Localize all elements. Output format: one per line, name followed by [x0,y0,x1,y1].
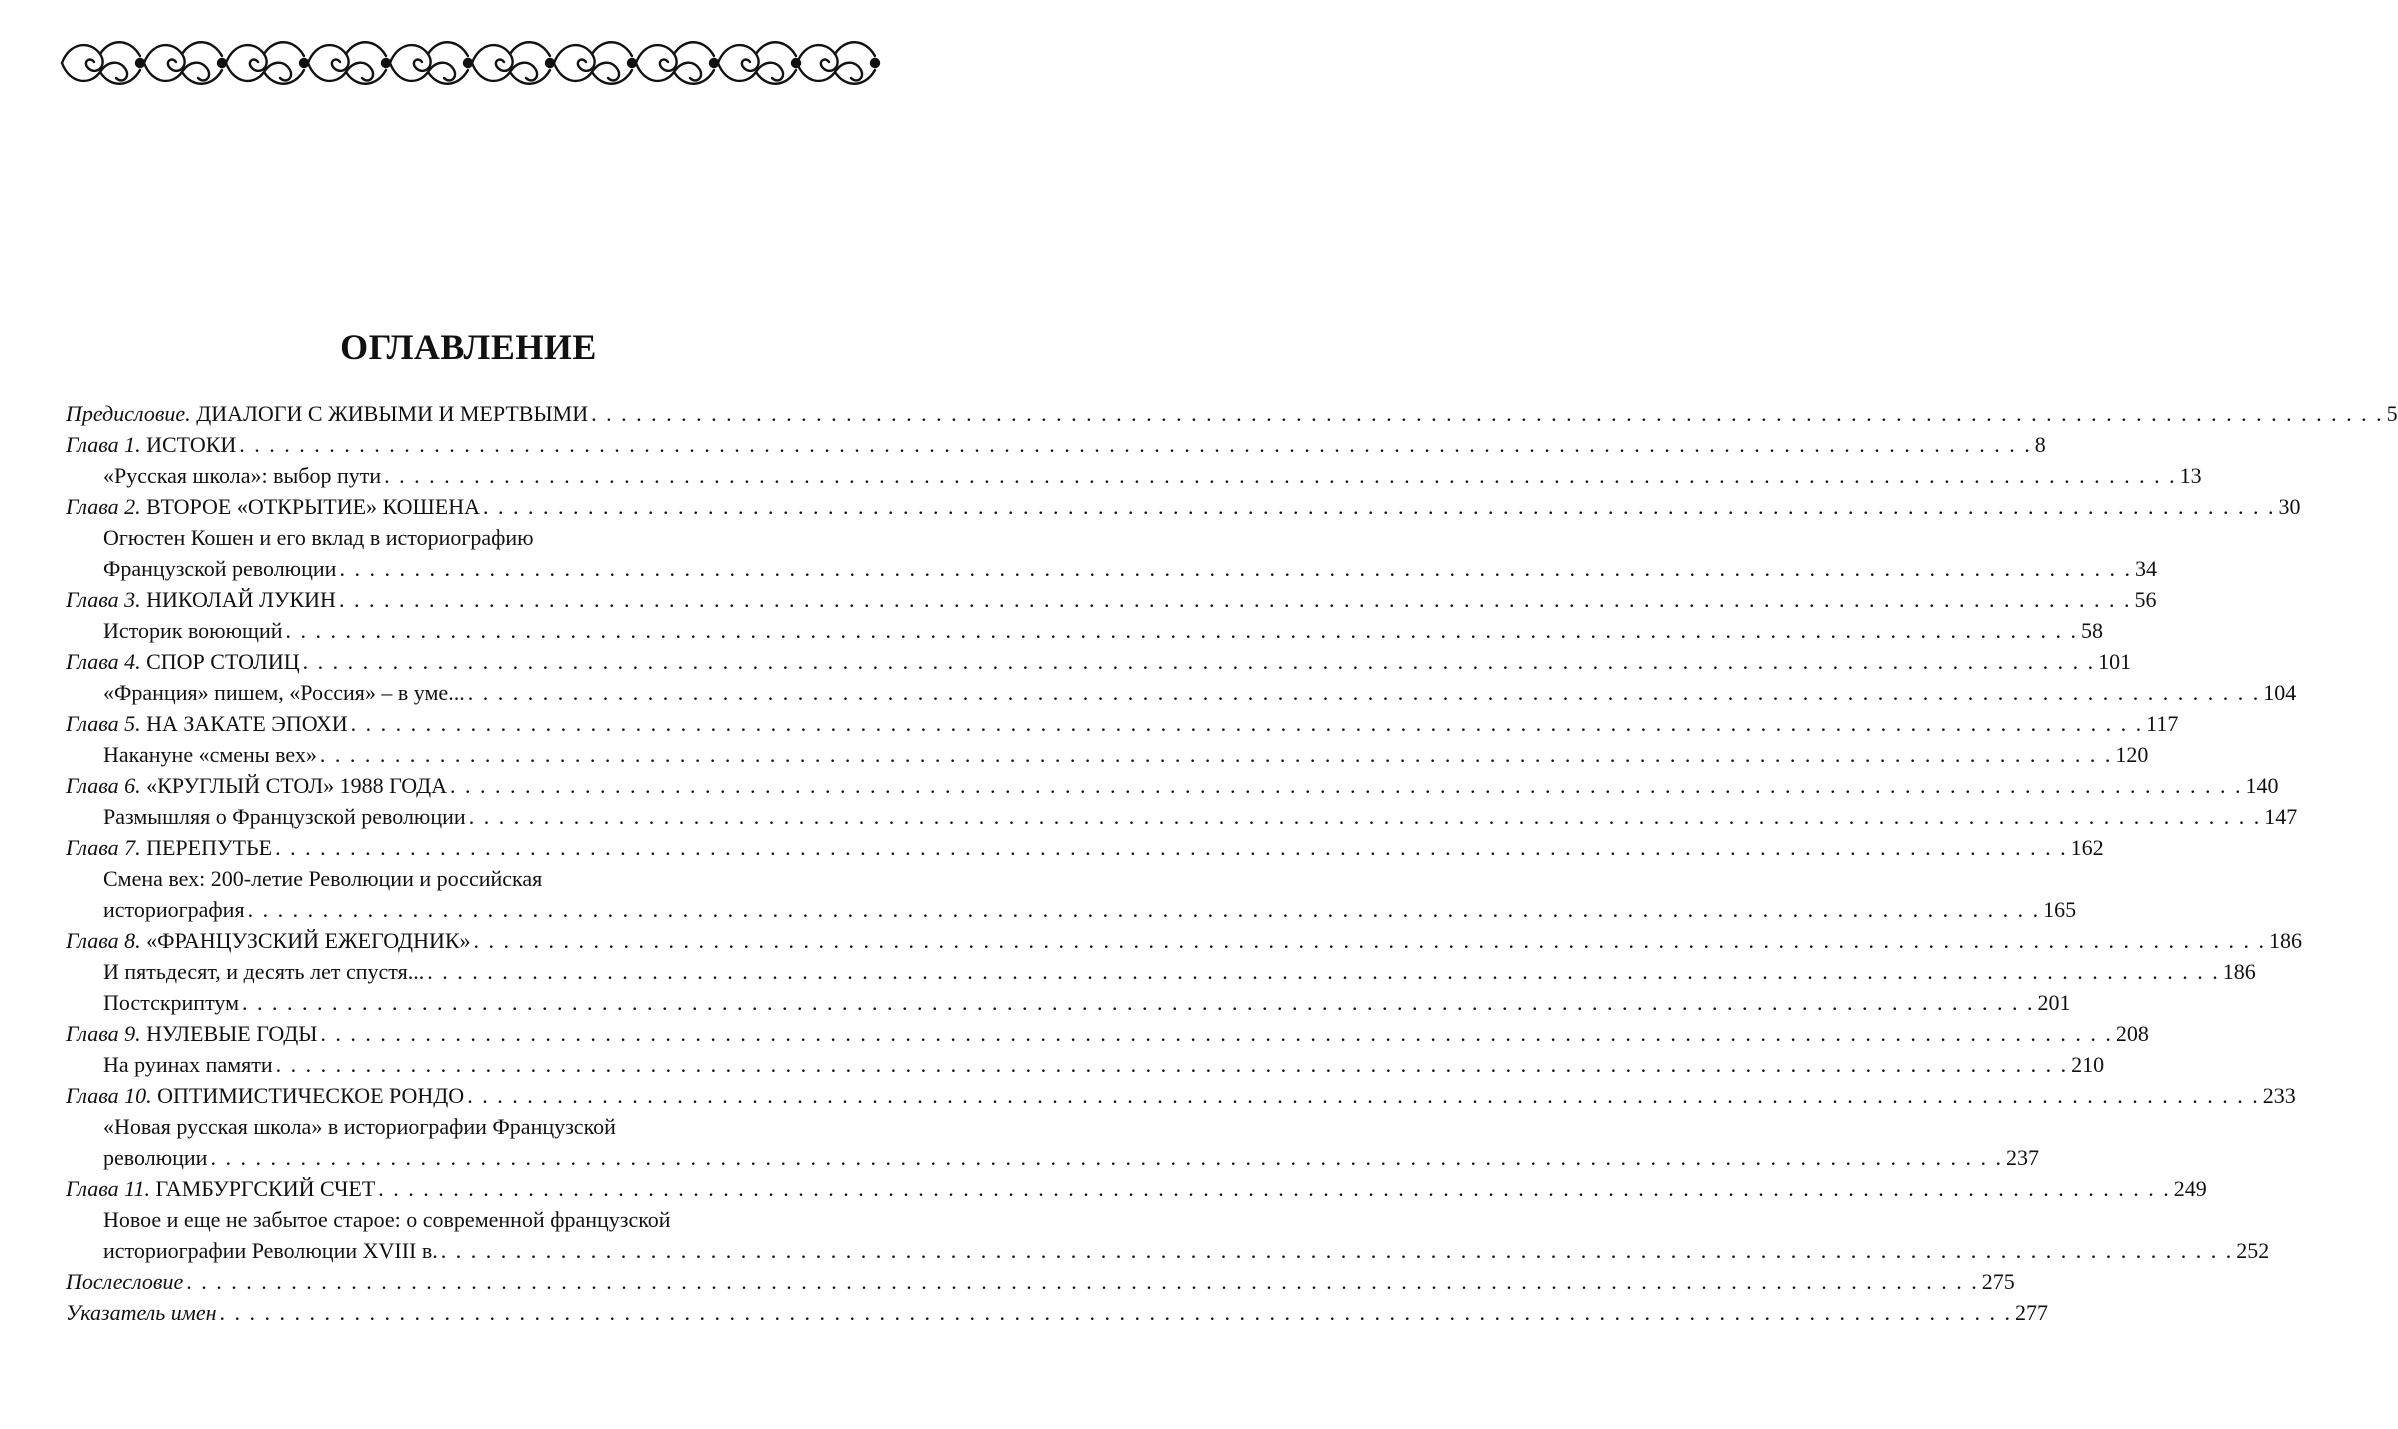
toc-entry[interactable] [66,1266,2015,1297]
toc-page-number: 147 [2264,804,2298,829]
toc-entry-label [66,1018,317,1049]
toc-entry-label [66,708,348,739]
toc-subentry[interactable] [66,1142,2039,1173]
toc-entry-title: ВТОРОЕ «ОТКРЫТИЕ» КОШЕНА [146,494,480,519]
toc-entry-prefix: Глава 11. [66,1176,150,1201]
toc-leader-dots: . . . . . . . . . . . . . . . . . . . . . . . . . . . . . . . . . . . . . . . . . . . . . . . . . . . . . . . . . . . . . . . . . . . . . . . . . . . . . . . . . . . . . . . . . . . . . . . . . . . . . . . . . . . . . . . . . . . . . . . . [473,928,2267,953]
toc-entry-title: Французской революции [103,556,337,581]
toc-entry-label [66,925,471,956]
toc-leader-dots: . . . . . . . . . . . . . . . . . . . . . . . . . . . . . . . . . . . . . . . . . . . . . . . . . . . . . . . . . . . . . . . . . . . . . . . . . . . . . . . . . . . . . . . . . . . . . . . . . . . . . . . . . . . . . . . . . . . . . . . . [275,835,2068,860]
page-title: ОГЛАВЛЕНИЕ [340,327,597,367]
toc-leader-dots: . . . . . . . . . . . . . . . . . . . . . . . . . . . . . . . . . . . . . . . . . . . . . . . . . . . . . . . . . . . . . . . . . . . . . . . . . . . . . . . . . . . . . . . . . . . . . . . . . . . . . . . . . . . . . . . . . . . . . . . . [275,1052,2069,1077]
toc-entry[interactable] [66,398,2398,429]
toc-page-number: 162 [2070,835,2104,860]
toc-page-number: 233 [2262,1083,2296,1108]
toc-subentry[interactable] [66,677,2297,708]
toc-entry-prefix: Глава 10. [66,1083,152,1108]
toc-entry-prefix: Глава 7. [66,835,141,860]
toc-entry-prefix: Предисловие. [66,401,191,426]
toc-entry-title: И пятьдесят, и десять лет спустя... [103,959,425,984]
toc-entry[interactable] [66,1018,2149,1049]
toc-entry-title: ИСТОКИ [146,432,237,457]
toc-leader-dots: . . . . . . . . . . . . . . . . . . . . . . . . . . . . . . . . . . . . . . . . . . . . . . . . . . . . . . . . . . . . . . . . . . . . . . . . . . . . . . . . . . . . . . . . . . . . . . . . . . . . . . . . . . . . . . . . . . . . . . . . [467,680,2261,705]
toc-entry-label [66,1266,183,1297]
toc-entry-title: историография [103,897,245,922]
ornament-border [60,34,877,92]
toc-entry-label [66,429,236,460]
toc-entry-label [66,491,480,522]
toc-page-number: 275 [1981,1269,2015,1294]
toc-subentry[interactable] [66,460,2202,491]
toc-entry-title: СПОР СТОЛИЦ [146,649,300,674]
toc-entry-label [66,646,300,677]
toc-entry-title: ОПТИМИСТИЧЕСКОЕ РОНДО [157,1083,465,1108]
toc-entry-label [103,739,317,770]
toc-subentry[interactable] [66,987,2071,1018]
toc-page-number: 201 [2037,990,2071,1015]
toc-entry-label [103,553,336,584]
toc-entry[interactable] [66,770,2279,801]
toc-leader-dots: . . . . . . . . . . . . . . . . . . . . . . . . . . . . . . . . . . . . . . . . . . . . . . . . . . . . . . . . . . . . . . . . . . . . . . . . . . . . . . . . . . . . . . . . . . . . . . . . . . . . . . . . . . . . . . . . . . . . . . . . [384,463,2177,488]
toc-leader-dots: . . . . . . . . . . . . . . . . . . . . . . . . . . . . . . . . . . . . . . . . . . . . . . . . . . . . . . . . . . . . . . . . . . . . . . . . . . . . . . . . . . . . . . . . . . . . . . . . . . . . . . . . . . . . . . . . . . . . . . . . [285,618,2079,643]
toc-entry-prefix: Глава 2. [66,494,141,519]
toc-entry-line: «Новая русская школа» в историографии Французской [103,1114,616,1139]
toc-entry-line: Новое и еще не забытое старое: о современной французской [103,1207,671,1232]
toc-leader-dots: . . . . . . . . . . . . . . . . . . . . . . . . . . . . . . . . . . . . . . . . . . . . . . . . . . . . . . . . . . . . . . . . . . . . . . . . . . . . . . . . . . . . . . . . . . . . . . . . . . . . . . . . . . . . . . . . . . . . . . . . [450,773,2243,798]
toc-page-number: 13 [2179,463,2202,488]
toc-subentry[interactable] [66,801,2298,832]
toc-entry-prefix: Глава 8. [66,928,141,953]
toc-entry-label [103,1142,207,1173]
toc-entry-label [103,894,245,925]
toc-entry-prefix: Глава 5. [66,711,141,736]
toc-entry-prefix: Глава 6. [66,773,141,798]
toc-entry-label [66,1173,375,1204]
toc-entry-label [66,1297,217,1328]
toc-entry-title: «ФРАНЦУЗСКИЙ ЕЖЕГОДНИК» [146,928,471,953]
toc-page-number: 186 [2269,928,2303,953]
toc-leader-dots: . . . . . . . . . . . . . . . . . . . . . . . . . . . . . . . . . . . . . . . . . . . . . . . . . . . . . . . . . . . . . . . . . . . . . . . . . . . . . . . . . . . . . . . . . . . . . . . . . . . . . . . . . . . . . . . . . . . . . . . . [210,1145,2003,1170]
toc-entry-title: Постскриптум [103,990,240,1015]
toc-leader-dots: . . . . . . . . . . . . . . . . . . . . . . . . . . . . . . . . . . . . . . . . . . . . . . . . . . . . . . . . . . . . . . . . . . . . . . . . . . . . . . . . . . . . . . . . . . . . . . . . . . . . . . . . . . . . . . . . . . . . . . . . [186,1269,1979,1294]
toc-entry-label [66,584,336,615]
toc-entry-title: НУЛЕВЫЕ ГОДЫ [146,1021,318,1046]
toc-page-number: 5 [2386,401,2398,426]
toc-page-number: 277 [2015,1300,2049,1325]
toc-page-number: 30 [2278,494,2301,519]
toc-entry-line: Смена вех: 200-летие Революции и российская [103,866,543,891]
toc-leader-dots: . . . . . . . . . . . . . . . . . . . . . . . . . . . . . . . . . . . . . . . . . . . . . . . . . . . . . . . . . . . . . . . . . . . . . . . . . . . . . . . . . . . . . . . . . . . . . . . . . . . . . . . . . . . . . . . . . . . . . . . . [338,587,2132,612]
toc-page-number: 208 [2115,1021,2149,1046]
toc-entry-title: «Франция» пишем, «Россия» – в уме... [103,680,465,705]
toc-entry-title: НА ЗАКАТЕ ЭПОХИ [146,711,348,736]
toc-entry-title: ДИАЛОГИ С ЖИВЫМИ И МЕРТВЫМИ [196,401,589,426]
toc-subentry[interactable] [66,739,2149,770]
toc-entry-label [66,1080,464,1111]
toc-page-number: 186 [2222,959,2256,984]
toc-entry-title: ГАМБУРГСКИЙ СЧЕТ [155,1176,376,1201]
toc-subentry[interactable] [66,615,2104,646]
toc-entry-prefix: Послесловие [66,1269,184,1294]
toc-entry-prefix: Глава 1. [66,432,141,457]
toc-page-number: 120 [2115,742,2149,767]
toc-entry-prefix: Глава 9. [66,1021,141,1046]
toc-leader-dots: . . . . . . . . . . . . . . . . . . . . . . . . . . . . . . . . . . . . . . . . . . . . . . . . . . . . . . . . . . . . . . . . . . . . . . . . . . . . . . . . . . . . . . . . . . . . . . . . . . . . . . . . . . . . . . . . . . . . . . . . [242,990,2035,1015]
toc-entry-label [103,1235,438,1266]
toc-page-number: 56 [2134,587,2157,612]
toc-entry-line: Огюстен Кошен и его вклад в историографию [103,525,534,550]
toc-entry-title: Накануне «смены вех» [103,742,317,767]
toc-leader-dots: . . . . . . . . . . . . . . . . . . . . . . . . . . . . . . . . . . . . . . . . . . . . . . . . . . . . . . . . . . . . . . . . . . . . . . . . . . . . . . . . . . . . . . . . . . . . . . . . . . . . . . . . . . . . . . . . . . . . . . . . [319,742,2113,767]
toc-page-number: 8 [2034,432,2046,457]
toc-subentry[interactable] [66,1049,2105,1080]
toc-page-number: 104 [2263,680,2297,705]
toc-entry-label [66,770,447,801]
toc-subentry[interactable] [66,1235,2270,1266]
toc-entry-prefix: Указатель имен [66,1300,217,1325]
toc-leader-dots: . . . . . . . . . . . . . . . . . . . . . . . . . . . . . . . . . . . . . . . . . . . . . . . . . . . . . . . . . . . . . . . . . . . . . . . . . . . . . . . . . . . . . . . . . . . . . . . . . . . . . . . . . . . . . . . . . . . . . . . . [350,711,2144,736]
toc-page-number: 140 [2245,773,2279,798]
toc-entry-label [103,615,283,646]
toc-entry-title: На руинах памяти [103,1052,273,1077]
toc-entry-label [103,460,381,491]
toc-entry-title: НИКОЛАЙ ЛУКИН [146,587,336,612]
toc-entry[interactable] [66,491,2301,522]
toc-entry-label [103,801,466,832]
toc-entry-title: революции [103,1145,208,1170]
toc-page-number: 58 [2081,618,2104,643]
toc-subentry[interactable] [66,553,2157,584]
toc-entry-title: ПЕРЕПУТЬЕ [146,835,273,860]
toc-leader-dots: . . . . . . . . . . . . . . . . . . . . . . . . . . . . . . . . . . . . . . . . . . . . . . . . . . . . . . . . . . . . . . . . . . . . . . . . . . . . . . . . . . . . . . . . . . . . . . . . . . . . . . . . . . . . . . . . . . . . . . . . [247,897,2041,922]
toc-entry-title: Историк воюющий [103,618,283,643]
toc-page-number: 249 [2173,1176,2207,1201]
toc-page-number: 34 [2134,556,2157,581]
toc-page-number: 210 [2071,1052,2105,1077]
toc-entry-label [103,1049,273,1080]
toc-entry[interactable] [66,1080,2296,1111]
toc-leader-dots: . . . . . . . . . . . . . . . . . . . . . . . . . . . . . . . . . . . . . . . . . . . . . . . . . . . . . . . . . . . . . . . . . . . . . . . . . . . . . . . . . . . . . . . . . . . . . . . . . . . . . . . . . . . . . . . . . . . . . . . . [239,432,2032,457]
toc-entry[interactable] [66,708,2179,739]
toc-leader-dots: . . . . . . . . . . . . . . . . . . . . . . . . . . . . . . . . . . . . . . . . . . . . . . . . . . . . . . . . . . . . . . . . . . . . . . . . . . . . . . . . . . . . . . . . . . . . . . . . . . . . . . . . . . . . . . . . . . . . . . . . [467,1083,2260,1108]
toc-entry-title: историографии Революции XVIII в. [103,1238,438,1263]
toc-entry-title: «КРУГЛЫЙ СТОЛ» 1988 ГОДА [146,773,447,798]
toc-entry-title: «Русская школа»: выбор пути [103,463,382,488]
toc-entry[interactable] [66,429,2046,460]
toc-page-number: 252 [2236,1238,2270,1263]
toc-entry[interactable] [66,1173,2207,1204]
toc-leader-dots: . . . . . . . . . . . . . . . . . . . . . . . . . . . . . . . . . . . . . . . . . . . . . . . . . . . . . . . . . . . . . . . . . . . . . . . . . . . . . . . . . . . . . . . . . . . . . . . . . . . . . . . . . . . . . . . . . . . . . . . . [427,959,2220,984]
toc-page-number: 101 [2098,649,2132,674]
toc-entry-label [103,987,239,1018]
toc-entry-label [66,832,272,863]
toc-leader-dots: . . . . . . . . . . . . . . . . . . . . . . . . . . . . . . . . . . . . . . . . . . . . . . . . . . . . . . . . . . . . . . . . . . . . . . . . . . . . . . . . . . . . . . . . . . . . . . . . . . . . . . . . . . . . . . . . . . . . . . . . [591,401,2384,426]
toc-leader-dots: . . . . . . . . . . . . . . . . . . . . . . . . . . . . . . . . . . . . . . . . . . . . . . . . . . . . . . . . . . . . . . . . . . . . . . . . . . . . . . . . . . . . . . . . . . . . . . . . . . . . . . . . . . . . . . . . . . . . . . . . [302,649,2096,674]
toc-leader-dots: . . . . . . . . . . . . . . . . . . . . . . . . . . . . . . . . . . . . . . . . . . . . . . . . . . . . . . . . . . . . . . . . . . . . . . . . . . . . . . . . . . . . . . . . . . . . . . . . . . . . . . . . . . . . . . . . . . . . . . . . [339,556,2132,581]
toc-entry-prefix: Глава 3. [66,587,141,612]
toc-entry-prefix: Глава 4. [66,649,141,674]
toc-page-number: 117 [2146,711,2179,736]
toc-entry-label [66,398,588,429]
toc-entry[interactable] [66,925,2303,956]
toc-leader-dots: . . . . . . . . . . . . . . . . . . . . . . . . . . . . . . . . . . . . . . . . . . . . . . . . . . . . . . . . . . . . . . . . . . . . . . . . . . . . . . . . . . . . . . . . . . . . . . . . . . . . . . . . . . . . . . . . . . . . . . . . [482,494,2276,519]
toc-leader-dots: . . . . . . . . . . . . . . . . . . . . . . . . . . . . . . . . . . . . . . . . . . . . . . . . . . . . . . . . . . . . . . . . . . . . . . . . . . . . . . . . . . . . . . . . . . . . . . . . . . . . . . . . . . . . . . . . . . . . . . . . [378,1176,2171,1201]
toc-entry[interactable] [66,646,2132,677]
toc-subentry[interactable] [66,894,2077,925]
toc-leader-dots: . . . . . . . . . . . . . . . . . . . . . . . . . . . . . . . . . . . . . . . . . . . . . . . . . . . . . . . . . . . . . . . . . . . . . . . . . . . . . . . . . . . . . . . . . . . . . . . . . . . . . . . . . . . . . . . . . . . . . . . . [468,804,2262,829]
toc-entry[interactable] [66,832,2104,863]
toc-leader-dots: . . . . . . . . . . . . . . . . . . . . . . . . . . . . . . . . . . . . . . . . . . . . . . . . . . . . . . . . . . . . . . . . . . . . . . . . . . . . . . . . . . . . . . . . . . . . . . . . . . . . . . . . . . . . . . . . . . . . . . . . [440,1238,2234,1263]
toc-page-number: 165 [2043,897,2077,922]
toc-entry[interactable] [66,584,2157,615]
table-of-contents [66,398,2398,1328]
toc-entry-title: Размышляя о Французской революции [103,804,466,829]
toc-entry-label [103,956,424,987]
toc-entry-label [103,677,465,708]
toc-leader-dots: . . . . . . . . . . . . . . . . . . . . . . . . . . . . . . . . . . . . . . . . . . . . . . . . . . . . . . . . . . . . . . . . . . . . . . . . . . . . . . . . . . . . . . . . . . . . . . . . . . . . . . . . . . . . . . . . . . . . . . . . [320,1021,2113,1046]
toc-subentry[interactable] [66,956,2256,987]
toc-entry[interactable] [66,1297,2049,1328]
toc-page-number: 237 [2005,1145,2039,1170]
toc-leader-dots: . . . . . . . . . . . . . . . . . . . . . . . . . . . . . . . . . . . . . . . . . . . . . . . . . . . . . . . . . . . . . . . . . . . . . . . . . . . . . . . . . . . . . . . . . . . . . . . . . . . . . . . . . . . . . . . . . . . . . . . . [219,1300,2013,1325]
